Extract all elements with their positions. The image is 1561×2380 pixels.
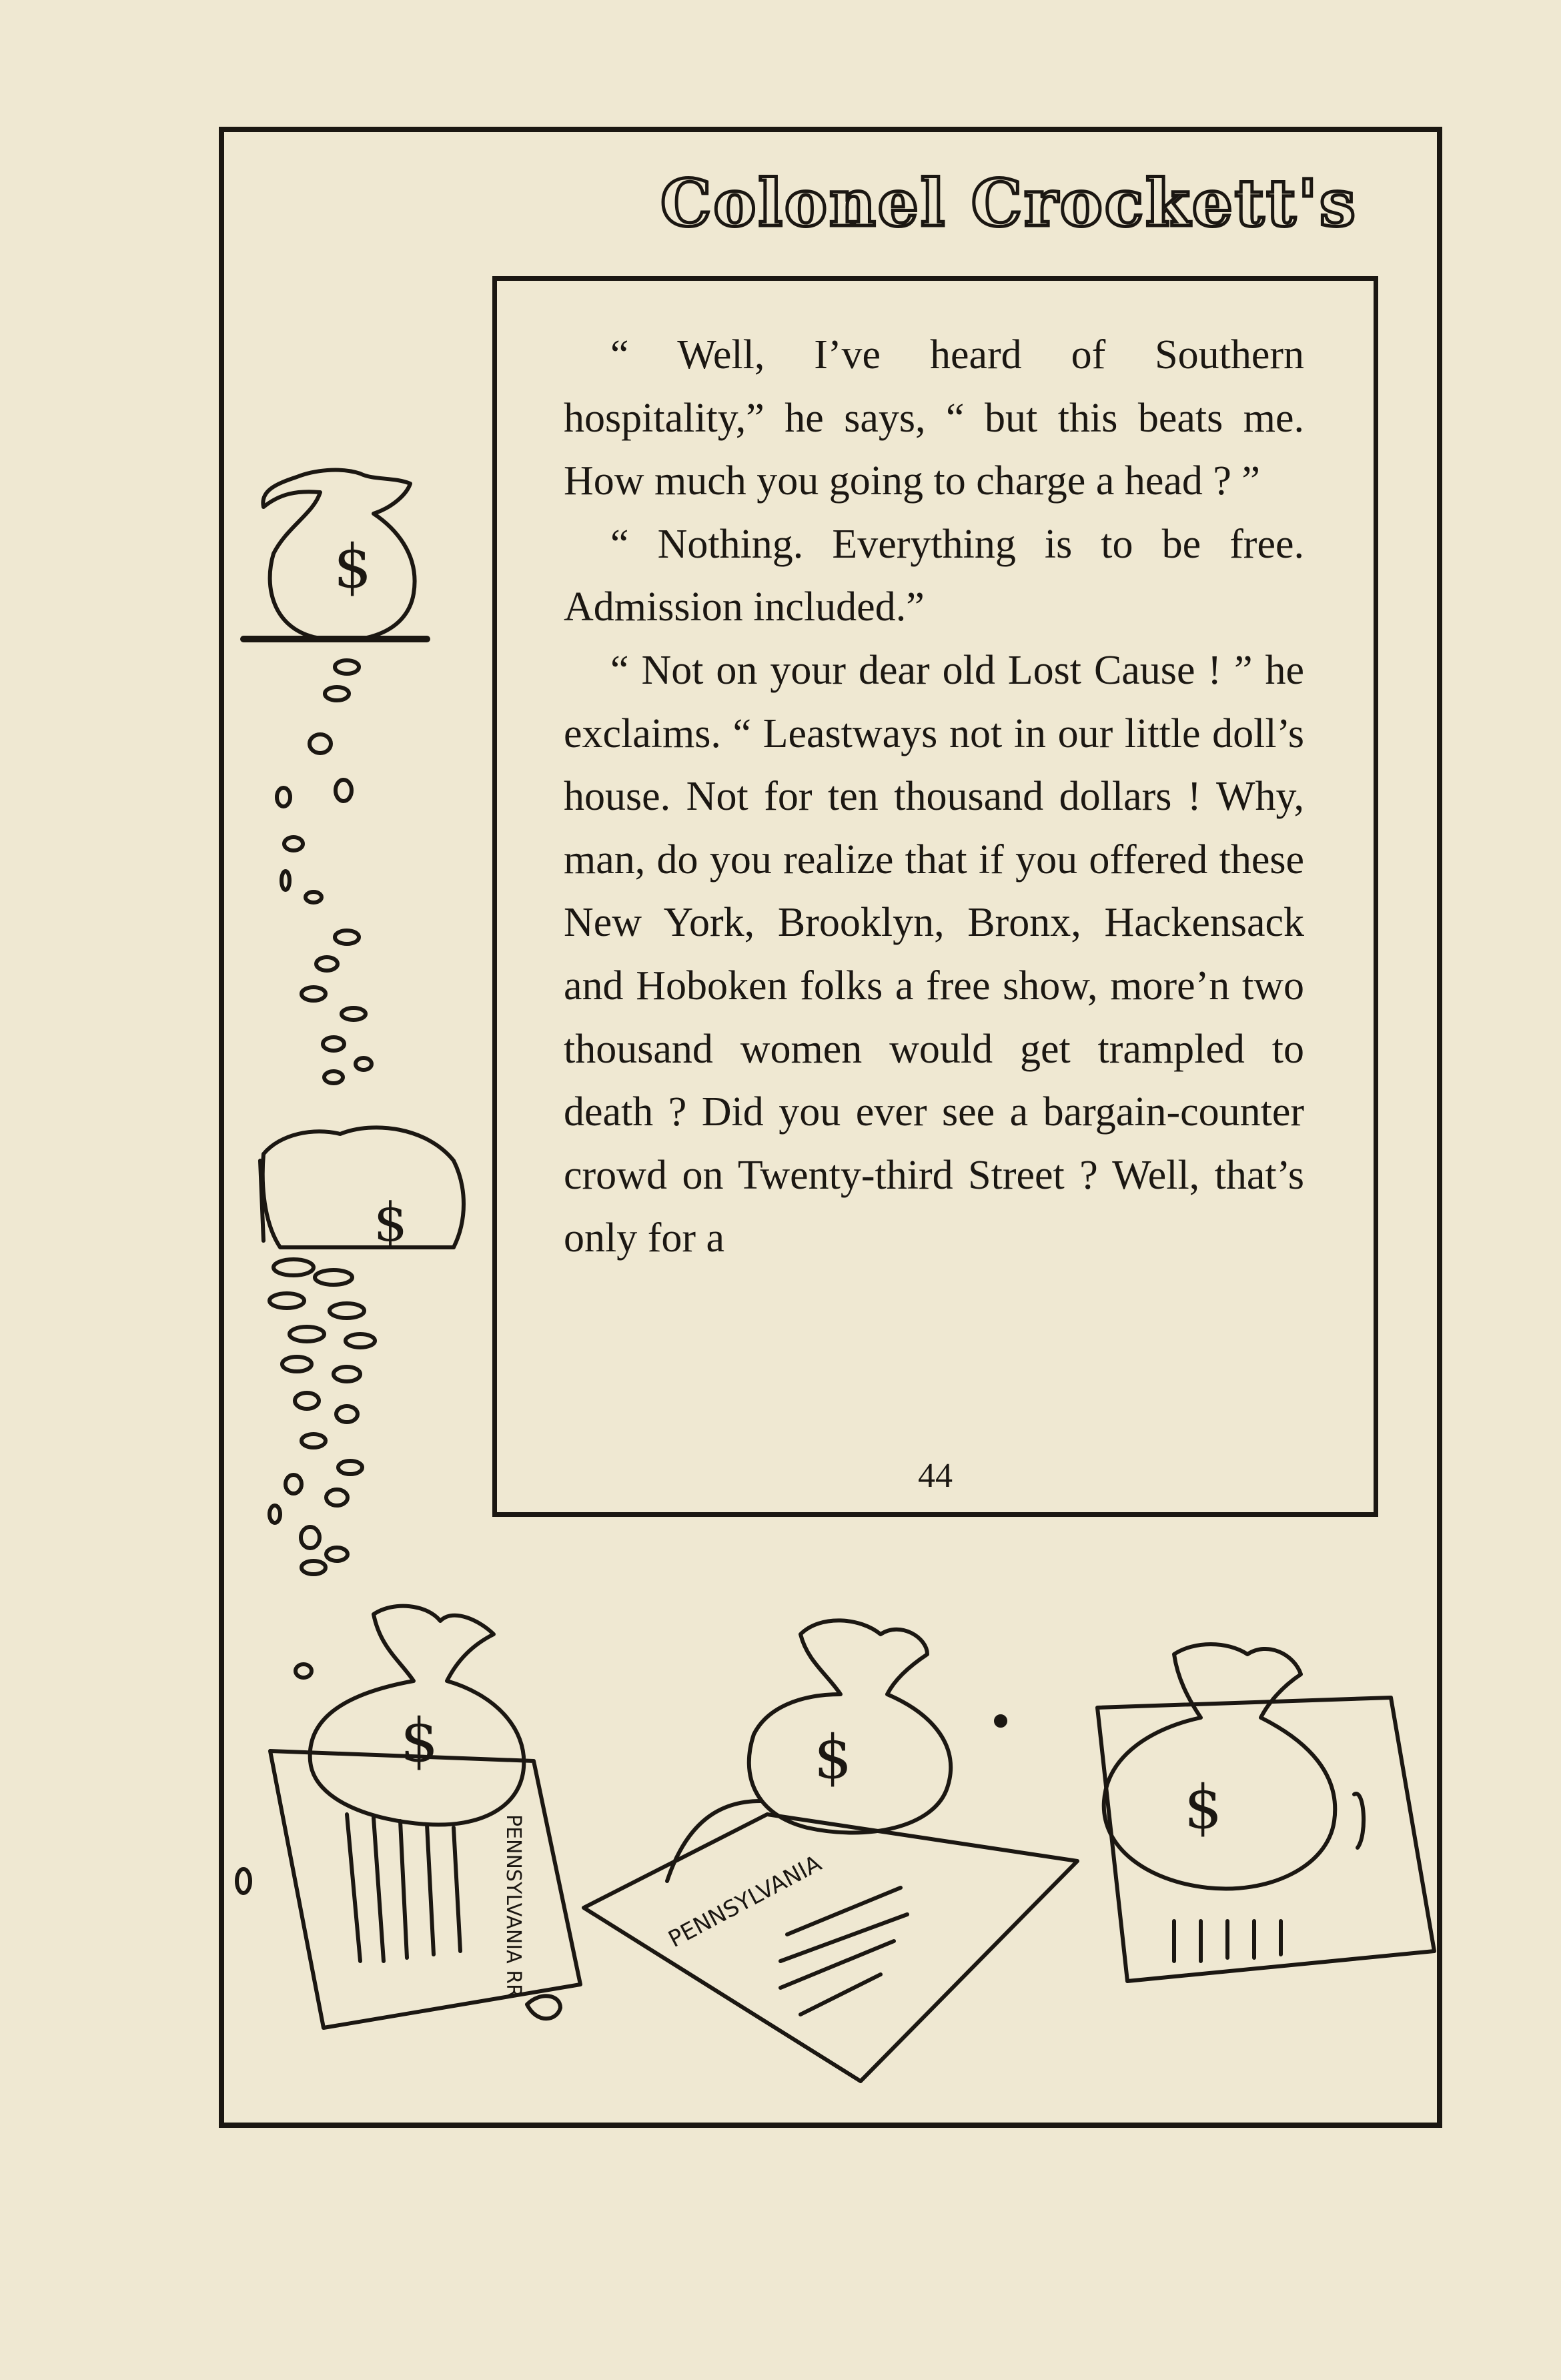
coin-pile-icon: [237, 1259, 375, 1893]
money-bag-on-certificate-icon: [584, 1620, 1077, 2081]
svg-text:$: $: [400, 1706, 439, 1776]
paragraph-2: “ Nothing. Everything is to be free. Admission included.”: [564, 521, 1304, 630]
paragraph-3: “ Not on your dear old Lost Cause ! ” he exclaims. “ Leastways not in our little doll’s house. Not for ten thousand dollars ! Why, man, do you realize that if you offered these New York, Brooklyn, Bronx, Hackensack and Hoboken folks a free show, more’n two thousand women would get trampled to death ? Did you ever see a bargain-counter crowd on Twenty-third Street ? Well, that’s only for a: [564, 647, 1304, 1261]
money-bag-on-document-icon: [1097, 1644, 1434, 1981]
page-number: 44: [918, 1457, 953, 1495]
coin-stream-icon: [277, 660, 372, 1083]
svg-text:PENNSYLVANIA: PENNSYLVANIA: [664, 1850, 827, 1953]
tipped-money-bag-icon: [260, 1127, 464, 1253]
svg-text:$: $: [1184, 1772, 1223, 1842]
svg-text:$: $: [334, 532, 372, 602]
money-bag-icon: [243, 470, 427, 640]
running-head: Colonel Crockett's: [660, 165, 1358, 241]
svg-text:PENNSYLVANIA RR: PENNSYLVANIA RR: [502, 1814, 525, 1998]
svg-text:$: $: [814, 1722, 853, 1792]
svg-text:$: $: [374, 1191, 408, 1253]
money-bag-on-bond-icon: [270, 1606, 580, 2028]
paragraph-1: “ Well, I’ve heard of Southern hospitality,” he says, “ but this beats me. How much you going to charge a head ? ”: [564, 332, 1304, 504]
